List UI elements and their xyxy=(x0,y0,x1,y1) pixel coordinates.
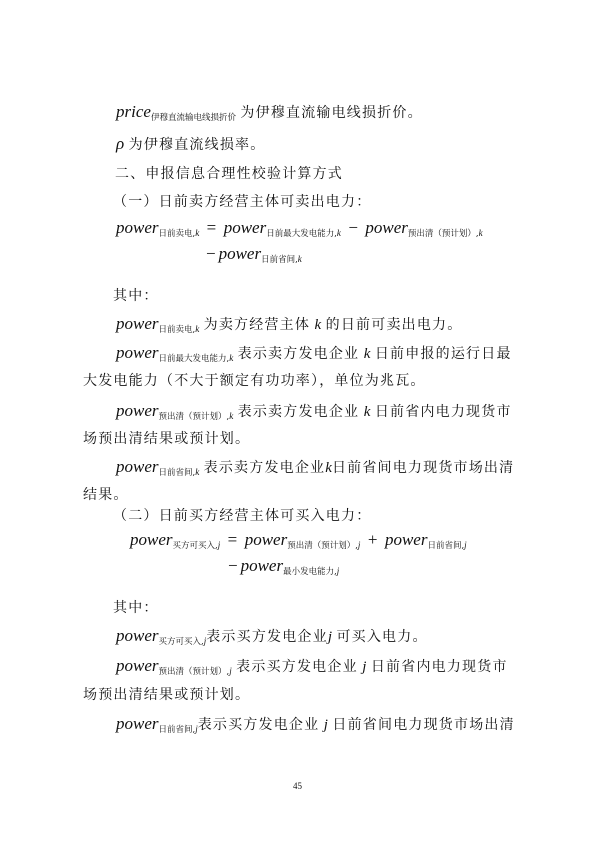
price-description: 为伊穆直流输电线损折价。 xyxy=(240,105,423,121)
def7-var: j xyxy=(323,717,328,733)
def3-symbol: power xyxy=(116,401,159,420)
def4-var: k xyxy=(325,460,332,476)
eq2-term-2: power xyxy=(384,530,428,549)
eq1-term-3-index: k xyxy=(297,254,302,264)
def1-symbol: power xyxy=(116,314,159,333)
def7-index: j xyxy=(195,724,198,734)
definition-2 xyxy=(116,345,512,367)
def7-text-1: 表示买方发电企业 xyxy=(197,717,320,733)
def1-subscript: 日前卖电, xyxy=(158,325,196,335)
definition-5 xyxy=(116,628,428,650)
definition-6-continuation: 场预出清结果或预计划。 xyxy=(83,687,251,703)
def6-subscript: 预出清（预计划）, xyxy=(158,667,230,677)
section-heading-2: 二、申报信息合理性校验计算方式 xyxy=(115,166,343,182)
eq2-term-3-index: j xyxy=(336,566,340,576)
eq2-lhs: power xyxy=(130,530,173,549)
def7-text-2: 日前省间电力现货市场出清 xyxy=(332,717,515,733)
equation-1-line-2 xyxy=(206,246,302,268)
def6-text-1: 表示买方发电企业 xyxy=(236,659,358,675)
def6-index: j xyxy=(229,666,232,676)
def4-symbol: power xyxy=(116,457,159,476)
definition-1 xyxy=(116,316,462,338)
def6-symbol: power xyxy=(116,656,159,675)
def3-subscript: 预出清（预计划）, xyxy=(158,412,230,422)
eq2-plus: + xyxy=(367,530,378,549)
eq2-term-1-index: j xyxy=(357,540,361,550)
subsection-heading-2-2: （二）日前买方经营主体可买入电力： xyxy=(113,508,372,524)
def2-var: k xyxy=(363,346,371,362)
eq1-minus-2: − xyxy=(206,244,216,263)
def1-index: k xyxy=(195,324,200,334)
def7-subscript: 日前省间, xyxy=(158,725,196,735)
rho-definition-line xyxy=(116,136,265,153)
def5-subscript: 买方可买入, xyxy=(158,637,204,647)
eq2-equals: = xyxy=(227,530,238,549)
def6-text-2: 日前省内电力现货市 xyxy=(370,659,508,675)
def1-var: k xyxy=(314,317,322,333)
def3-text-2: 日前省内电力现货市 xyxy=(374,404,512,420)
eq2-term-1-subscript: 预出清（预计划）, xyxy=(287,541,358,551)
equation-1-line-1 xyxy=(116,220,483,242)
definition-3-continuation: 场预出清结果或预计划。 xyxy=(83,431,251,447)
price-definition-line xyxy=(116,104,423,126)
def7-symbol: power xyxy=(116,714,159,733)
def4-text-2: 日前省间电力现货市场出清 xyxy=(331,460,515,476)
def3-text-1: 表示卖方发电企业 xyxy=(237,404,360,420)
rho-description: 为伊穆直流线损率。 xyxy=(128,137,266,153)
equation-2-line-1 xyxy=(130,532,467,554)
eq1-term-1-index: k xyxy=(336,228,341,238)
eq2-lhs-index: j xyxy=(217,540,221,550)
eq1-minus: − xyxy=(348,218,358,237)
definition-4 xyxy=(116,459,514,481)
def4-text-1: 表示卖方发电企业 xyxy=(203,460,326,476)
def2-text-1: 表示卖方发电企业 xyxy=(237,346,360,362)
def5-var: j xyxy=(327,629,332,645)
eq2-term-2-subscript: 日前省间, xyxy=(427,541,465,551)
def5-index: j xyxy=(203,636,207,646)
definition-4-continuation: 结果。 xyxy=(83,487,129,503)
eq1-lhs-index: k xyxy=(195,228,200,238)
eq1-term-3: power xyxy=(218,244,262,263)
price-subscript: 伊穆直流输电线损折价 xyxy=(150,113,236,123)
def1-text-1: 为卖方经营主体 xyxy=(203,317,311,333)
def2-index: k xyxy=(229,353,234,363)
def5-text-1: 表示买方发电企业 xyxy=(206,629,328,645)
eq1-term-2-subscript: 预出清（预计划）, xyxy=(407,229,479,239)
page-number: 45 xyxy=(293,781,302,791)
def2-symbol: power xyxy=(116,343,159,362)
eq1-term-2-index: k xyxy=(478,228,483,238)
rho-symbol: ρ xyxy=(116,134,125,153)
eq2-lhs-subscript: 买方可买入, xyxy=(172,541,218,551)
eq2-term-3: power xyxy=(240,556,284,575)
def1-text-2: 的日前可卖出电力。 xyxy=(325,317,463,333)
eq2-term-3-subscript: 最小发电能力, xyxy=(283,567,337,577)
where-label-1: 其中： xyxy=(113,288,159,304)
definition-2-continuation: 大发电能力（不大于额定有功功率），单位为兆瓦。 xyxy=(83,373,426,389)
eq2-term-2-index: j xyxy=(464,540,467,550)
eq1-term-1: power xyxy=(223,218,267,237)
def5-text-2: 可买入电力。 xyxy=(336,629,428,645)
subsection-heading-2-1: （一）日前卖方经营主体可卖出电力： xyxy=(113,194,372,210)
eq1-equals: = xyxy=(206,218,217,237)
def3-index: k xyxy=(229,411,234,421)
def6-var: j xyxy=(362,659,367,675)
eq2-term-1: power xyxy=(244,530,288,549)
def4-subscript: 日前省间, xyxy=(158,468,196,478)
where-label-2: 其中： xyxy=(113,600,159,616)
def3-var: k xyxy=(363,404,371,420)
def2-subscript: 日前最大发电能力, xyxy=(158,354,230,364)
eq1-term-1-subscript: 日前最大发电能力, xyxy=(266,229,337,239)
eq2-minus: − xyxy=(228,556,238,575)
definition-3 xyxy=(116,403,512,425)
price-symbol: price xyxy=(116,102,151,121)
eq1-term-3-subscript: 日前省间, xyxy=(261,255,298,265)
equation-2-line-2 xyxy=(228,558,339,580)
eq1-lhs-subscript: 日前卖电, xyxy=(158,229,196,239)
definition-7 xyxy=(116,716,515,738)
definition-6 xyxy=(116,658,508,680)
def4-index: k xyxy=(195,467,200,477)
def2-text-2: 日前申报的运行日最 xyxy=(374,346,512,362)
eq1-lhs: power xyxy=(116,218,159,237)
eq1-term-2: power xyxy=(365,218,408,237)
def5-symbol: power xyxy=(116,626,159,645)
